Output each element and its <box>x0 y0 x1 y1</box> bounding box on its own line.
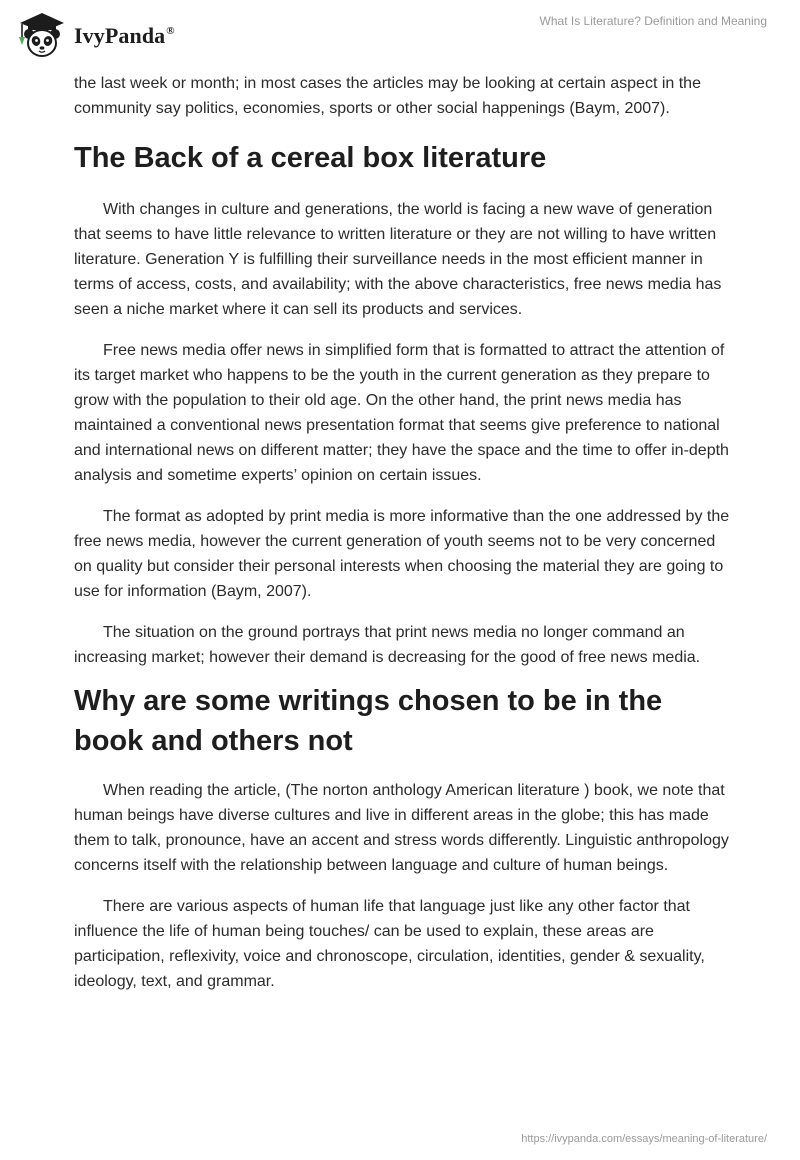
brand-logo[interactable] <box>14 10 175 60</box>
source-url-link[interactable]: https://ivypanda.com/essays/meaning-of-literature/ <box>521 1133 767 1145</box>
document-title: What Is Literature? Definition and Meaning <box>539 14 767 28</box>
paragraph: Free news media offer news in simplified form that is formatted to attract the attention of its target market who happens to be the youth in the current generation as they prepare to grow with the population to their old age. On the other hand, the print news media has maintained a conventional news presentation format that seems give preference to national and international news on different matter; they have the space and the time to offer in-depth analysis and sometime experts’ opinion on certain issues. <box>74 342 729 484</box>
paragraph: The format as adopted by print media is more informative than the one addressed by the free news media, however the current generation of youth seems not to be very concerned on quality but consider their personal interests when choosing the material they are going to use for information (Baym, 2007). <box>74 508 730 600</box>
paragraph: The situation on the ground portrays that print news media no longer command an increasing market; however their demand is decreasing for the good of free news media. <box>74 624 701 666</box>
paragraph: There are various aspects of human life that language just like any other factor that influence the life of human being touches/ can be used to explain, these areas are participation, reflexivity, voice and chronoscope, circulation, identities, gender & sexuality, ideology, text, and grammar. <box>74 898 705 990</box>
paragraph: When reading the article, (The norton anthology American literature ) book, we note that human beings have diverse cultures and live in different areas in the globe; this has made them to talk, pronounce, have an accent and stress words differently. Linguistic anthropology concerns itself with the relationship between language and culture of human beings. <box>74 782 729 874</box>
paragraph: With changes in culture and generations, the world is facing a new wave of generation that seems to have little relevance to written literature or they are not willing to have written literature. Generation Y is fulfilling their surveillance needs in the most efficient manner in terms of access, costs, and availability; with the above characteristics, free news media has seen a niche market where it can sell its products and services. <box>74 201 722 318</box>
section-heading-writings-chosen: Why are some writings chosen to be in the book and others not <box>74 685 663 757</box>
intro-paragraph: the last week or month; in most cases the articles may be looking at certain aspect in the community say politics, economies, sports or other social happenings (Baym, 2007). <box>74 75 701 117</box>
section-heading-cereal-box: The Back of a cereal box literature <box>74 142 547 174</box>
essay-body <box>74 71 734 994</box>
panda-graduation-cap-icon <box>14 10 68 60</box>
page-header <box>0 0 800 68</box>
brand-name: IvyPanda® <box>74 23 175 48</box>
